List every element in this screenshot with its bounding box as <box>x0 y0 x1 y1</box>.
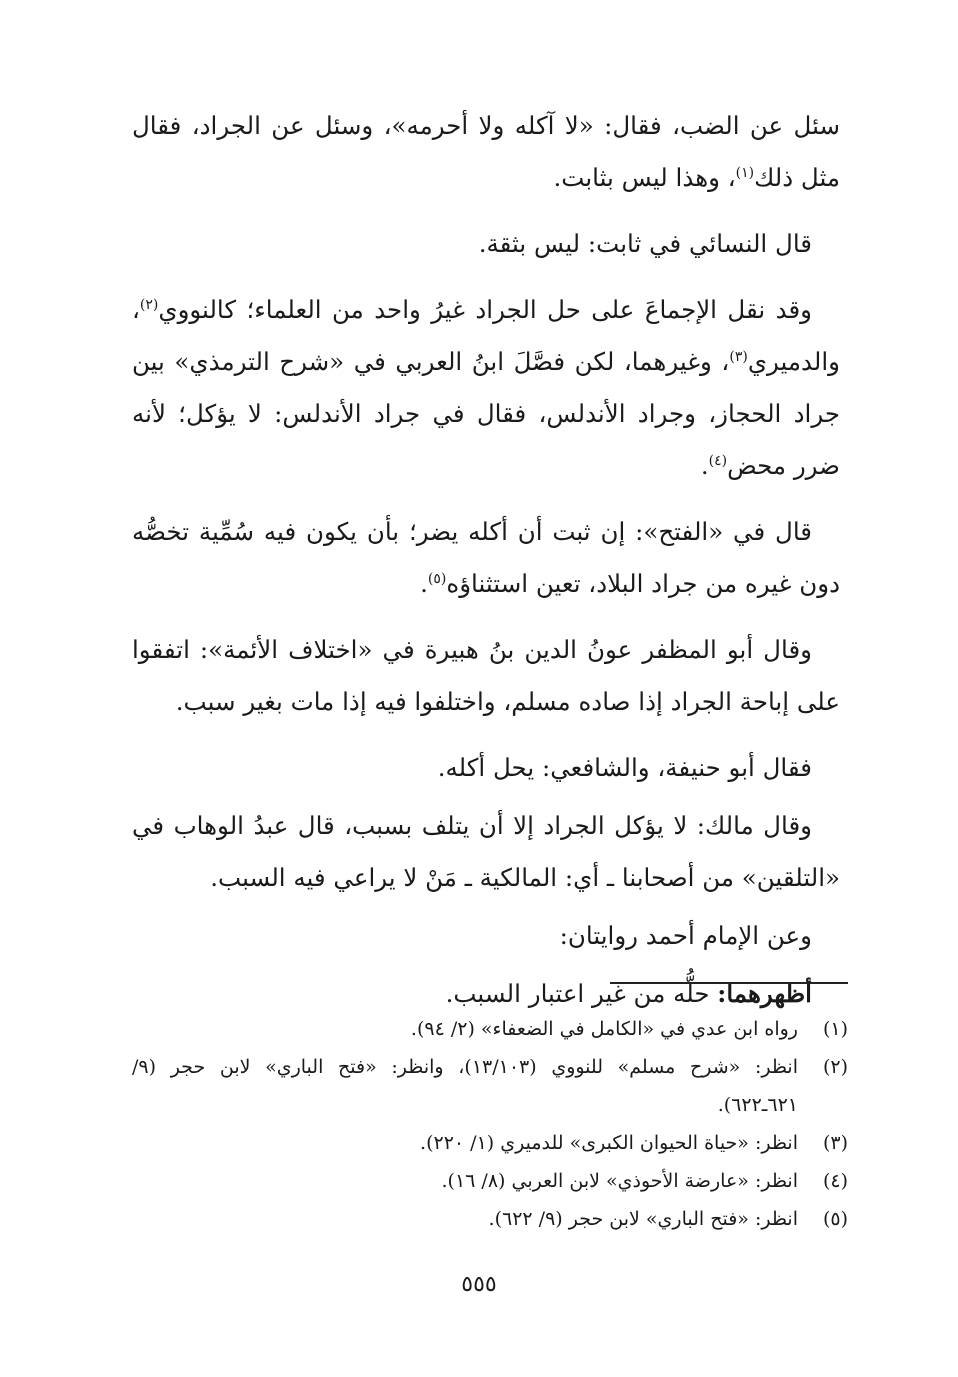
paragraph-4-tail: . <box>420 569 428 598</box>
footnote-number: (٤) <box>822 1170 848 1192</box>
paragraph-1-text: سئل عن الضب، فقال: «لا آكله ولا أحرمه»، وسئل عن الجراد، فقال مثل ذلك <box>132 111 840 192</box>
footnote-ref-2: (٢) <box>139 296 159 313</box>
paragraph-2: قال النسائي في ثابت: ليس بثقة. <box>478 229 812 258</box>
paragraph-8: وعن الإمام أحمد روايتان: <box>559 921 812 950</box>
footnote-text: انظر: «عارضة الأحوذي» لابن العربي (٨/ ١٦). <box>441 1170 798 1192</box>
footnote-text: انظر: «شرح مسلم» للنووي (١٣/١٠٣)، وانظر: «فتح الباري» لابن حجر (٩/ ٦٢١ـ٦٢٢). <box>132 1056 798 1116</box>
main-text <box>132 100 840 1020</box>
footnote-4 <box>132 1162 848 1200</box>
footnote-ref-1: (١) <box>735 164 755 181</box>
paragraph-9-text: حلُّه من غير اعتبار السبب. <box>445 979 718 1008</box>
footnote-ref-3: (٣) <box>729 348 748 365</box>
paragraph-4 <box>132 506 840 610</box>
paragraph-7: وقال مالك: لا يؤكل الجراد إلا أن يتلف بسبب، قال عبدُ الوهاب في «التلقين» من أصحابنا ـ أي: المالكية ـ مَنْ لا يراعي فيه السبب. <box>132 811 840 892</box>
footnote-text: رواه ابن عدي في «الكامل في الضعفاء» (٢/ ٩٤). <box>410 1018 798 1040</box>
footnote-text: انظر: «حياة الحيوان الكبرى» للدميري (١/ ٢٢٠). <box>420 1132 798 1154</box>
paragraph-6: فقال أبو حنيفة، والشافعي: يحل أكله. <box>437 753 812 782</box>
footnote-ref-4: (٤) <box>708 452 728 469</box>
paragraph-3-text-a: وقد نقل الإجماعَ على حل الجراد غيرُ واحد من العلماء؛ كالنووي <box>158 295 812 324</box>
footnote-5 <box>132 1200 848 1238</box>
footnote-number: (٢) <box>822 1056 848 1078</box>
paragraph-3 <box>132 284 840 492</box>
footnote-text: انظر: «فتح الباري» لابن حجر (٩/ ٦٢٢). <box>488 1208 798 1230</box>
footnote-number: (١) <box>822 1018 848 1040</box>
paragraph-1-tail: ، وهذا ليس بثابت. <box>553 163 736 192</box>
footnote-ref-5: (٥) <box>427 570 447 587</box>
paragraph-4-text: قال في «الفتح»: إن ثبت أن أكله يضر؛ بأن يكون فيه سُمِّية تخصُّه دون غيره من جراد البلاد، تعين استثناؤه <box>132 517 840 598</box>
paragraph-3-text-c: ، وغيرهما، لكن فصَّلَ ابنُ العربي في «شرح الترمذي» بين جراد الحجاز، وجراد الأندلس، فقال في جراد الأندلس: لا يؤكل؛ لأنه ضرر محض <box>132 347 840 480</box>
paragraph-9-bold-lead: أظهرهما: <box>717 979 812 1008</box>
footnote-3 <box>132 1124 848 1162</box>
paragraph-1 <box>132 100 840 204</box>
footnote-1 <box>132 1010 848 1048</box>
footnotes <box>132 1010 848 1238</box>
page-number: ٥٥٥ <box>461 1272 497 1297</box>
footnote-number: (٥) <box>822 1208 848 1230</box>
footnote-2 <box>132 1048 848 1124</box>
paragraph-3-tail: . <box>700 451 709 480</box>
footnote-divider <box>610 982 848 984</box>
paragraph-3-text-b: ، والدميري <box>132 295 840 376</box>
footnote-number: (٣) <box>822 1132 848 1154</box>
paragraph-5: وقال أبو المظفر عونُ الدين بنُ هبيرة في «اختلاف الأئمة»: اتفقوا على إباحة الجراد إذا صاده مسلم، واختلفوا فيه إذا مات بغير سبب. <box>132 635 840 716</box>
